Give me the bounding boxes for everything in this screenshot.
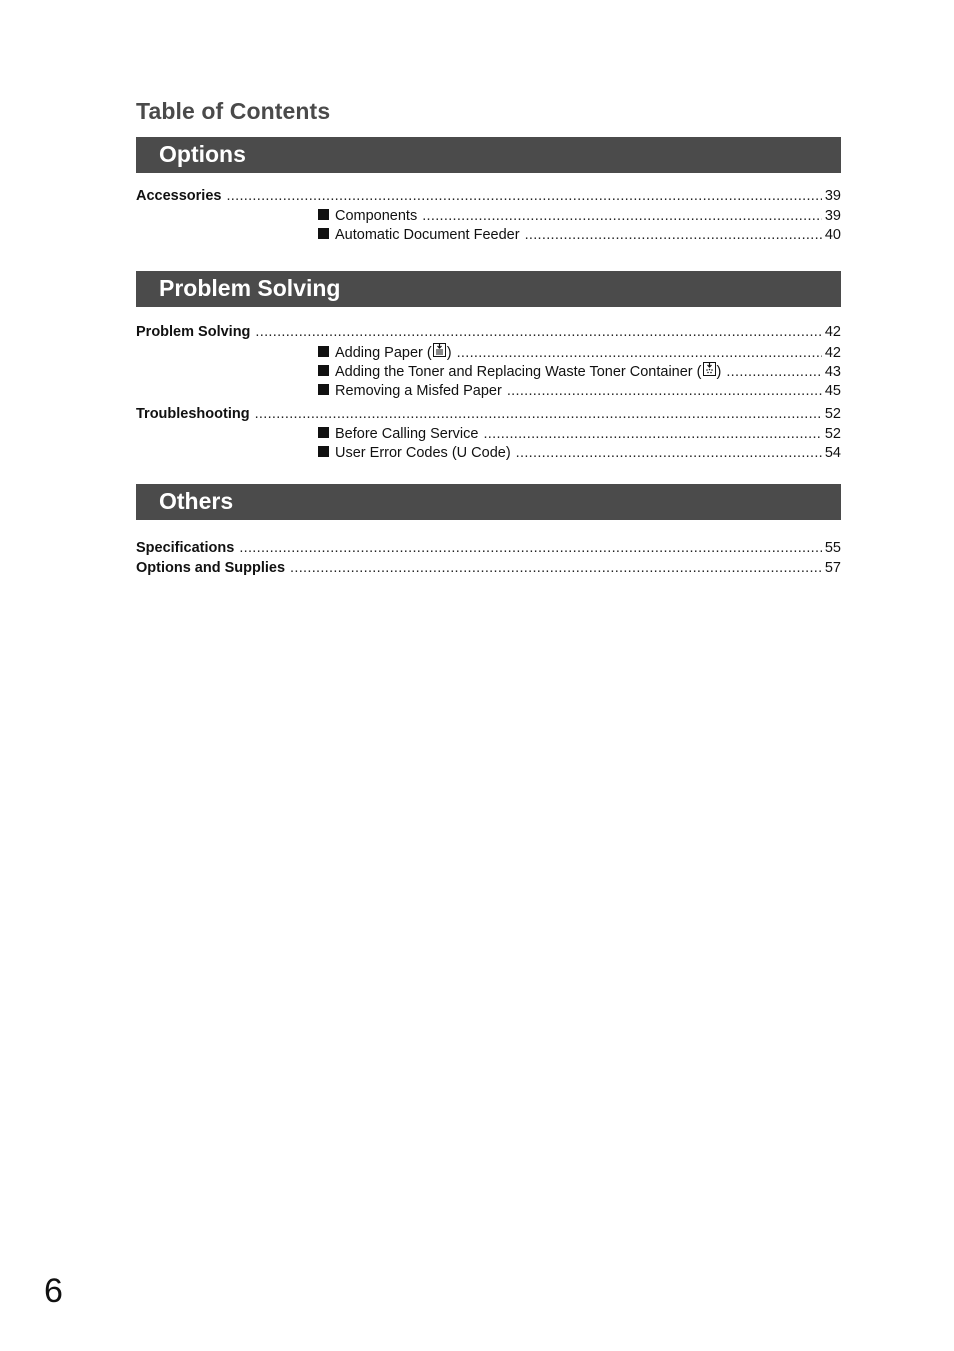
toc-entry-label: Troubleshooting xyxy=(136,406,250,422)
toc-entry-label: Specifications xyxy=(136,540,235,556)
section-heading: Others xyxy=(136,484,841,520)
section-others xyxy=(136,484,841,578)
toc-subentry-label: Components xyxy=(335,207,418,224)
toc-entry[interactable] xyxy=(136,323,841,343)
toc-subentry-label: Before Calling Service xyxy=(335,425,479,442)
dot-leader xyxy=(516,444,822,464)
toc-subentry-label: Removing a Misfed Paper xyxy=(335,382,502,399)
toc-entry[interactable] xyxy=(136,405,841,425)
toc-entry[interactable] xyxy=(136,559,841,579)
dot-leader xyxy=(457,344,822,364)
square-bullet-icon xyxy=(318,209,329,220)
toc-subentry[interactable] xyxy=(136,226,841,246)
toc-subentry-label-suffix: ) xyxy=(716,364,722,380)
toner-icon xyxy=(703,362,716,376)
page-number: 6 xyxy=(44,1272,63,1310)
toc-entry[interactable] xyxy=(136,187,841,207)
section-heading: Problem Solving xyxy=(136,271,841,307)
toc-subentry-page: 45 xyxy=(824,382,841,399)
dot-leader xyxy=(483,425,821,445)
square-bullet-icon xyxy=(318,365,329,376)
toc-entry-label: Problem Solving xyxy=(136,324,251,340)
toc-entry-page: 42 xyxy=(824,324,841,340)
toc-entry-label: Options and Supplies xyxy=(136,559,286,576)
dot-leader xyxy=(507,382,822,402)
dot-leader xyxy=(422,207,822,227)
toc-subentry-label: Adding Paper ( xyxy=(335,344,432,361)
dot-leader xyxy=(726,363,822,383)
toc-entry-page: 55 xyxy=(824,540,841,556)
dot-leader xyxy=(226,187,821,207)
section-options xyxy=(136,137,841,246)
toc-subentry-page: 54 xyxy=(824,445,841,461)
toc-subentry[interactable] xyxy=(136,207,841,227)
toc-subentry-page: 43 xyxy=(824,364,841,380)
square-bullet-icon xyxy=(318,346,329,357)
section-problem-solving xyxy=(136,271,841,464)
toc-entry-page: 39 xyxy=(824,188,841,204)
toc-entry-page: 57 xyxy=(824,559,841,576)
toc-subentry[interactable] xyxy=(136,362,841,382)
page-title: Table of Contents xyxy=(136,98,331,124)
square-bullet-icon xyxy=(318,446,329,457)
toc-subentry[interactable] xyxy=(136,444,841,464)
toc-entry[interactable] xyxy=(136,539,841,559)
toc-subentry-label: Automatic Document Feeder xyxy=(335,227,520,243)
toc-entry-label: Accessories xyxy=(136,188,222,204)
square-bullet-icon xyxy=(318,427,329,438)
toc-subentry-page: 42 xyxy=(824,344,841,361)
toc-subentry-label: Adding the Toner and Replacing Waste Toner Container ( xyxy=(335,364,702,380)
toc-subentry-page: 52 xyxy=(824,425,841,442)
toc-entry-page: 52 xyxy=(824,406,841,422)
dot-leader xyxy=(290,559,822,579)
toc-subentry[interactable] xyxy=(136,343,841,363)
paper-tray-icon xyxy=(433,343,446,357)
toc-subentry-label-suffix: ) xyxy=(446,344,452,361)
toc-subentry-page: 40 xyxy=(824,227,841,243)
dot-leader xyxy=(525,226,822,246)
toc-subentry-label: User Error Codes (U Code) xyxy=(335,445,511,461)
dot-leader xyxy=(255,323,821,343)
toc-subentry[interactable] xyxy=(136,425,841,445)
dot-leader xyxy=(239,539,822,559)
toc-subentry-page: 39 xyxy=(824,207,841,224)
section-heading: Options xyxy=(136,137,841,173)
dot-leader xyxy=(255,405,822,425)
toc-subentry[interactable] xyxy=(136,382,841,402)
square-bullet-icon xyxy=(318,228,329,239)
square-bullet-icon xyxy=(318,384,329,395)
